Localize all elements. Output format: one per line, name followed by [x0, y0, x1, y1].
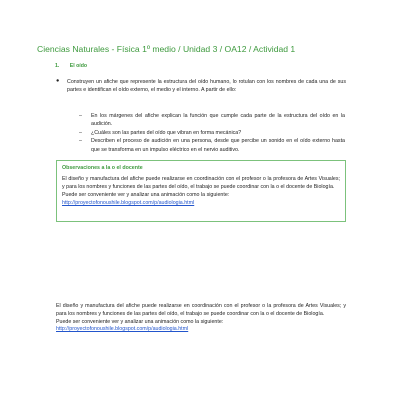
dash-icon: –: [79, 129, 82, 136]
bottom-link[interactable]: http://proyectofonoushile.blogspot.com/p/audiologia.html: [56, 326, 189, 332]
teacher-observations-box: [56, 160, 346, 222]
sub-item-text: Describen el proceso de audición en una persona, desde que percibe un sonido en el oído externo hasta que se transforma en un impulso eléctrico en el nervio auditivo.: [91, 138, 345, 153]
sub-item-text: ¿Cuáles son las partes del oído que vibran en forma mecánica?: [91, 129, 242, 136]
sub-item: [79, 112, 345, 129]
observations-title: Observaciones a la o el docente: [62, 165, 143, 171]
sub-item: [79, 137, 345, 154]
section-heading: [55, 63, 87, 69]
bottom-text: El diseño y manufactura del afiche puede realizarse en coordinación con el profesor o la profesora de Artes Visuales; y para los nombres y funciones de las partes del oído, el trabajo se puede coordinar con la o el docente de Biología.: [56, 303, 346, 317]
bottom-text-line2: Puede ser conveniente ver y analizar una animación como la siguiente:: [56, 319, 224, 325]
sub-item: [79, 129, 345, 137]
observations-link[interactable]: http://proyectofonoushile.blogspot.com/p/audiologia.html: [62, 199, 195, 206]
section-title: El oído: [69, 63, 88, 69]
main-bullet-text: Construyen un afiche que represente la estructura del oído humano, lo rotulan con los nombres de cada una de sus partes e identifican el oído externo, el medio y el interno. A partir de ello:: [67, 79, 346, 94]
page-title: Ciencias Naturales - Física 1º medio / Unidad 3 / OA12 / Actividad 1: [37, 44, 296, 54]
sub-item-text: En los márgenes del afiche explican la función que cumple cada parte de la estructura del oído en la audición.: [91, 113, 345, 128]
observations-text: El diseño y manufactura del afiche puede realizarse en coordinación con el profesor o la profesora de Artes Visuales; y para los nombres y funciones de las partes del oído, el trabajo se puede coordinar con la o el docente de Biología.: [62, 176, 340, 190]
section-number: 1.: [55, 63, 60, 69]
dash-icon: –: [79, 138, 82, 145]
dash-icon: –: [79, 113, 82, 119]
bullet-icon: ●: [56, 78, 60, 84]
sub-item-list: [79, 112, 345, 154]
bottom-text-block: [56, 302, 346, 334]
observations-line2: Puede ser conveniente ver y analizar una animación como la siguiente:: [62, 191, 230, 198]
main-bullet-item: [56, 78, 346, 95]
